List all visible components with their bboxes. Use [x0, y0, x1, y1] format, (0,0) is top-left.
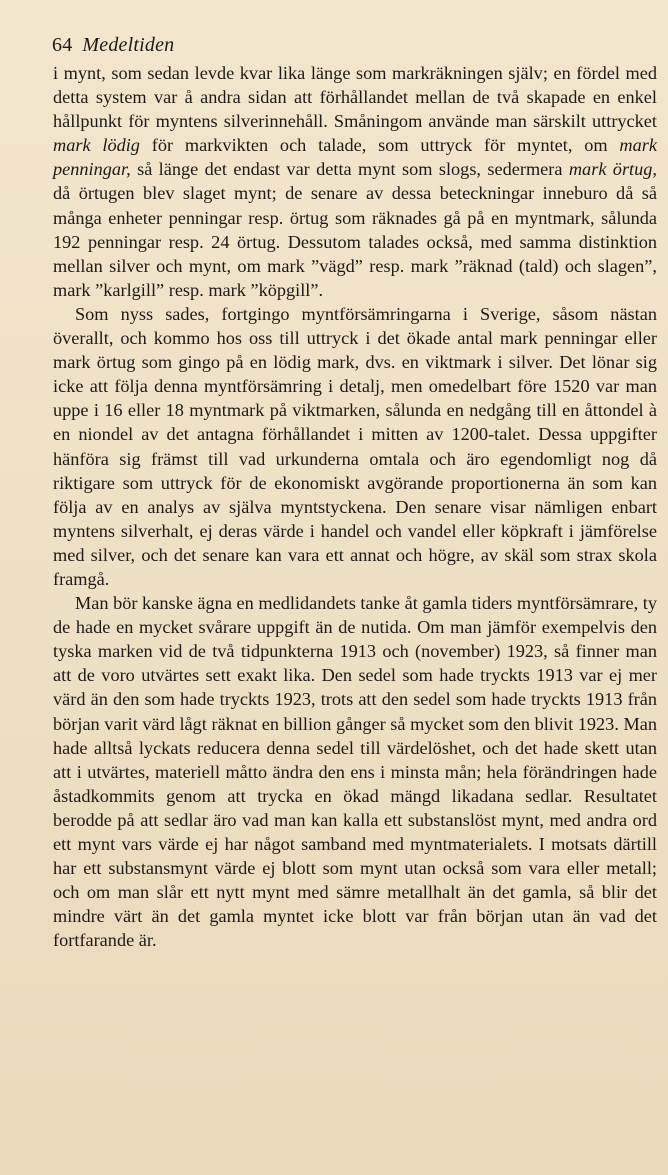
- paragraph-2: Som nyss sades, fortgingo myntförsämringarna i Sverige, såsom nästan överallt, och kommo hos oss till uttryck i det ökade antal mark penningar eller mark örtug som gingo på en lödig mark, dvs. en viktmark i silver. Det lönar sig icke att följa denna myntförsämring i detalj, men omedelbart före 1520 var man uppe i 16 eller 18 myntmark på viktmarken, sålunda en nedgång till en åttondel à en niondel av det antagna förhållandet i mitten av 1200-talet. Dessa uppgifter hänföra sig främst till vad urkunderna omtala och äro egendomligt nog då riktigare som uttryck för de ekonomiskt avgörande proportionerna än som kan följa av en analys av själva myntstyckena. Den senare visar nämligen enbart myntens silverhalt, ej deras värde i handel och vandel eller köpkraft i jämförelse med silver, och det senare kan vara ett annat och högre, av skäl som strax skola framgå.: [53, 303, 657, 589]
- section-title: Medeltiden: [82, 34, 175, 56]
- paragraph-3: Man bör kanske ägna en medlidandets tanke åt gamla tiders myntförsämrare, ty de hade en mycket svårare uppgift än de nutida. Om man jämför exempelvis den tyska marken vid de två tidpunkterna 1913 och (november) 1923, så finner man att de voro utvärtes sett exakt lika. Den sedel som hade tryckts 1913 var ej mer värd än den som hade tryckts 1923, trots att den sedel som hade tryckts 1913 från början varit värd lågt räknat en billion gånger så mycket som den blivit 1923. Man hade alltså lyckats reducera denna sedel till värdelöshet, och det hade skett utan att i utvärtes, materiell måtto ändra den ens i minsta mån; hela förändringen hade åstadkommits genom att trycka en ökad mängd likadana sedlar. Resultatet berodde på att sedlar äro vad man kan kalla ett substanslöst mynt, med andra ord ett mynt vars värde ej har något samband med myntmaterialets. I motsats därtill har ett substansmynt värde ej blott som mynt utan också som vara eller metall; och om man slår ett nytt mynt med sämre metallhalt än det gamla, så blir det mindre värt än det gamla myntet icke blott var från början utan än vad det fortfarande är.: [53, 593, 657, 951]
- term-mark-ortug: mark örtug,: [568, 159, 657, 180]
- p1-text-4: då örtugen blev slaget mynt; de senare av dessa beteckningar inneburo då så många enheter penningar resp. örtug som räknades gå på en myntmark, sålunda 192 penningar resp. 24 örtug. Dessutom talades också, med samma distinktion mellan silver och mynt, om mark ”vägd” resp. mark ”räknad (tald) och slagen”, mark ”karlgill” resp. mark ”köpgill”.: [53, 183, 657, 300]
- running-head: [52, 34, 174, 57]
- body-text: [53, 61, 657, 952]
- p1-text-1: i mynt, som sedan levde kvar lika länge som markräkningen själv; en fördel med detta system var å andra sidan att förhållandet mellan de två skapade en enkel hållpunkt för myntens silverinnehåll. Småningom använde man särskilt uttrycket: [53, 63, 657, 132]
- p1-text-3: så länge det endast var detta mynt som slogs, sedermera: [130, 159, 569, 180]
- term-mark-lodig: mark lödig: [53, 135, 140, 156]
- term-mark-penningar: mark penningar,: [53, 135, 657, 180]
- page-number: 64: [52, 34, 73, 56]
- paragraph-1: [53, 61, 657, 302]
- p1-text-2: för markvikten och talade, som uttryck för myntet, om: [139, 135, 620, 156]
